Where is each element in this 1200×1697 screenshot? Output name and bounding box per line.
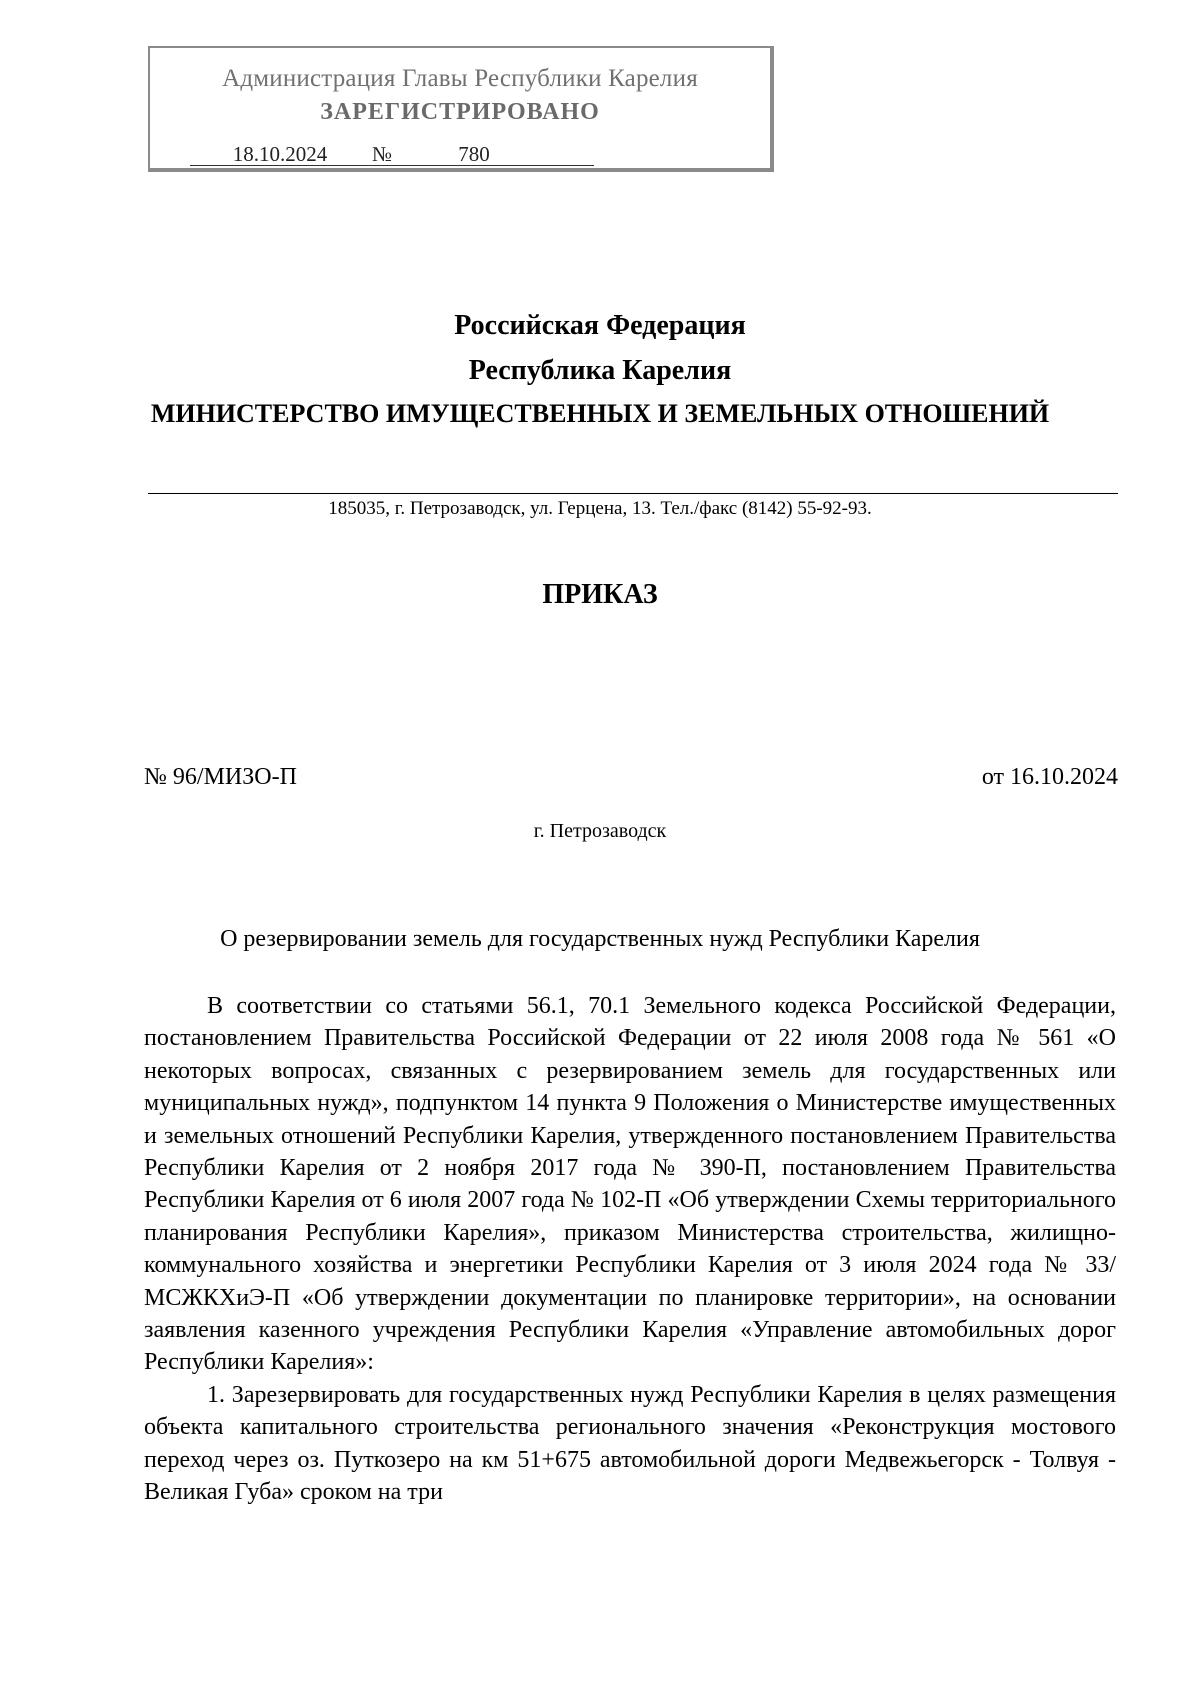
body-paragraph-item-1: 1. Зарезервировать для государственных нужд Республики Карелия в целях размещения объекта капитального строительства регионального значения «Реконструкция мостового переход через оз. Путкозеро на км 51+675 автомобильной дороги Медвежьегорск - Толвуя - Великая Губа» сроком на три [144,1381,1116,1506]
stamp-organization: Администрация Главы Республики Карелия [222,65,698,92]
header-republic: Республика Карелия [468,355,732,386]
document-date: от 16.10.2024 [981,764,1118,790]
body-paragraph-preamble: В соответствии со статьями 56.1, 70.1 Земельного кодекса Российской Федерации, постановлением Правительства Российской Федерации от 22 июля 2008 года № 561 «О некоторых вопросах, связанных с резервированием земель для государственных или муниципальных нужд», подпунктом 14 пункта 9 Положения о Министерстве имущественных и земельных отношений Республики Карелия, утвержденного постановлением Правительства Республики Карелия от 2 ноября 2017 года № 390-П, постановлением Правительства Республики Карелия от 6 июля 2007 года № 102-П «Об утверждении Схемы территориального планирования Республики Карелия», приказом Министерства строительства, жилищно-коммунального хозяйства и энергетики Республики Карелия от 3 июля 2024 года № 33/МСЖКХиЭ-П «Об утверждении документации по планировке территории», на основании заявления казенного учреждения Республики Карелия «Управление автомобильных дорог Республики Карелия»: [144,993,1116,1376]
stamp-number-sign: № [371,142,393,166]
header-country: Российская Федерация [454,310,746,341]
header-ministry: МИНИСТЕРСТВО ИМУЩЕСТВЕННЫХ И ЗЕМЕЛЬНЫХ ОТНОШЕНИЙ [150,399,1050,428]
stamp-number: 780 [394,143,594,166]
document-body [144,990,1116,1509]
stamp-date: 18.10.2024 [190,143,370,166]
document-number: № 96/МИЗО-П [144,764,297,790]
stamp-registration-line [190,142,594,167]
header-divider [148,493,1118,494]
stamp-status: ЗАРЕГИСТРИРОВАНО [320,99,600,125]
document-city: г. Петрозаводск [533,820,667,842]
header-address: 185035, г. Петрозаводск, ул. Герцена, 13. Тел./факс (8142) 55-92-93. [328,498,872,519]
document-subject: О резервировании земель для государственных нужд Республики Карелия [220,926,980,952]
registration-stamp [148,46,774,172]
document-type: ПРИКАЗ [542,579,658,610]
